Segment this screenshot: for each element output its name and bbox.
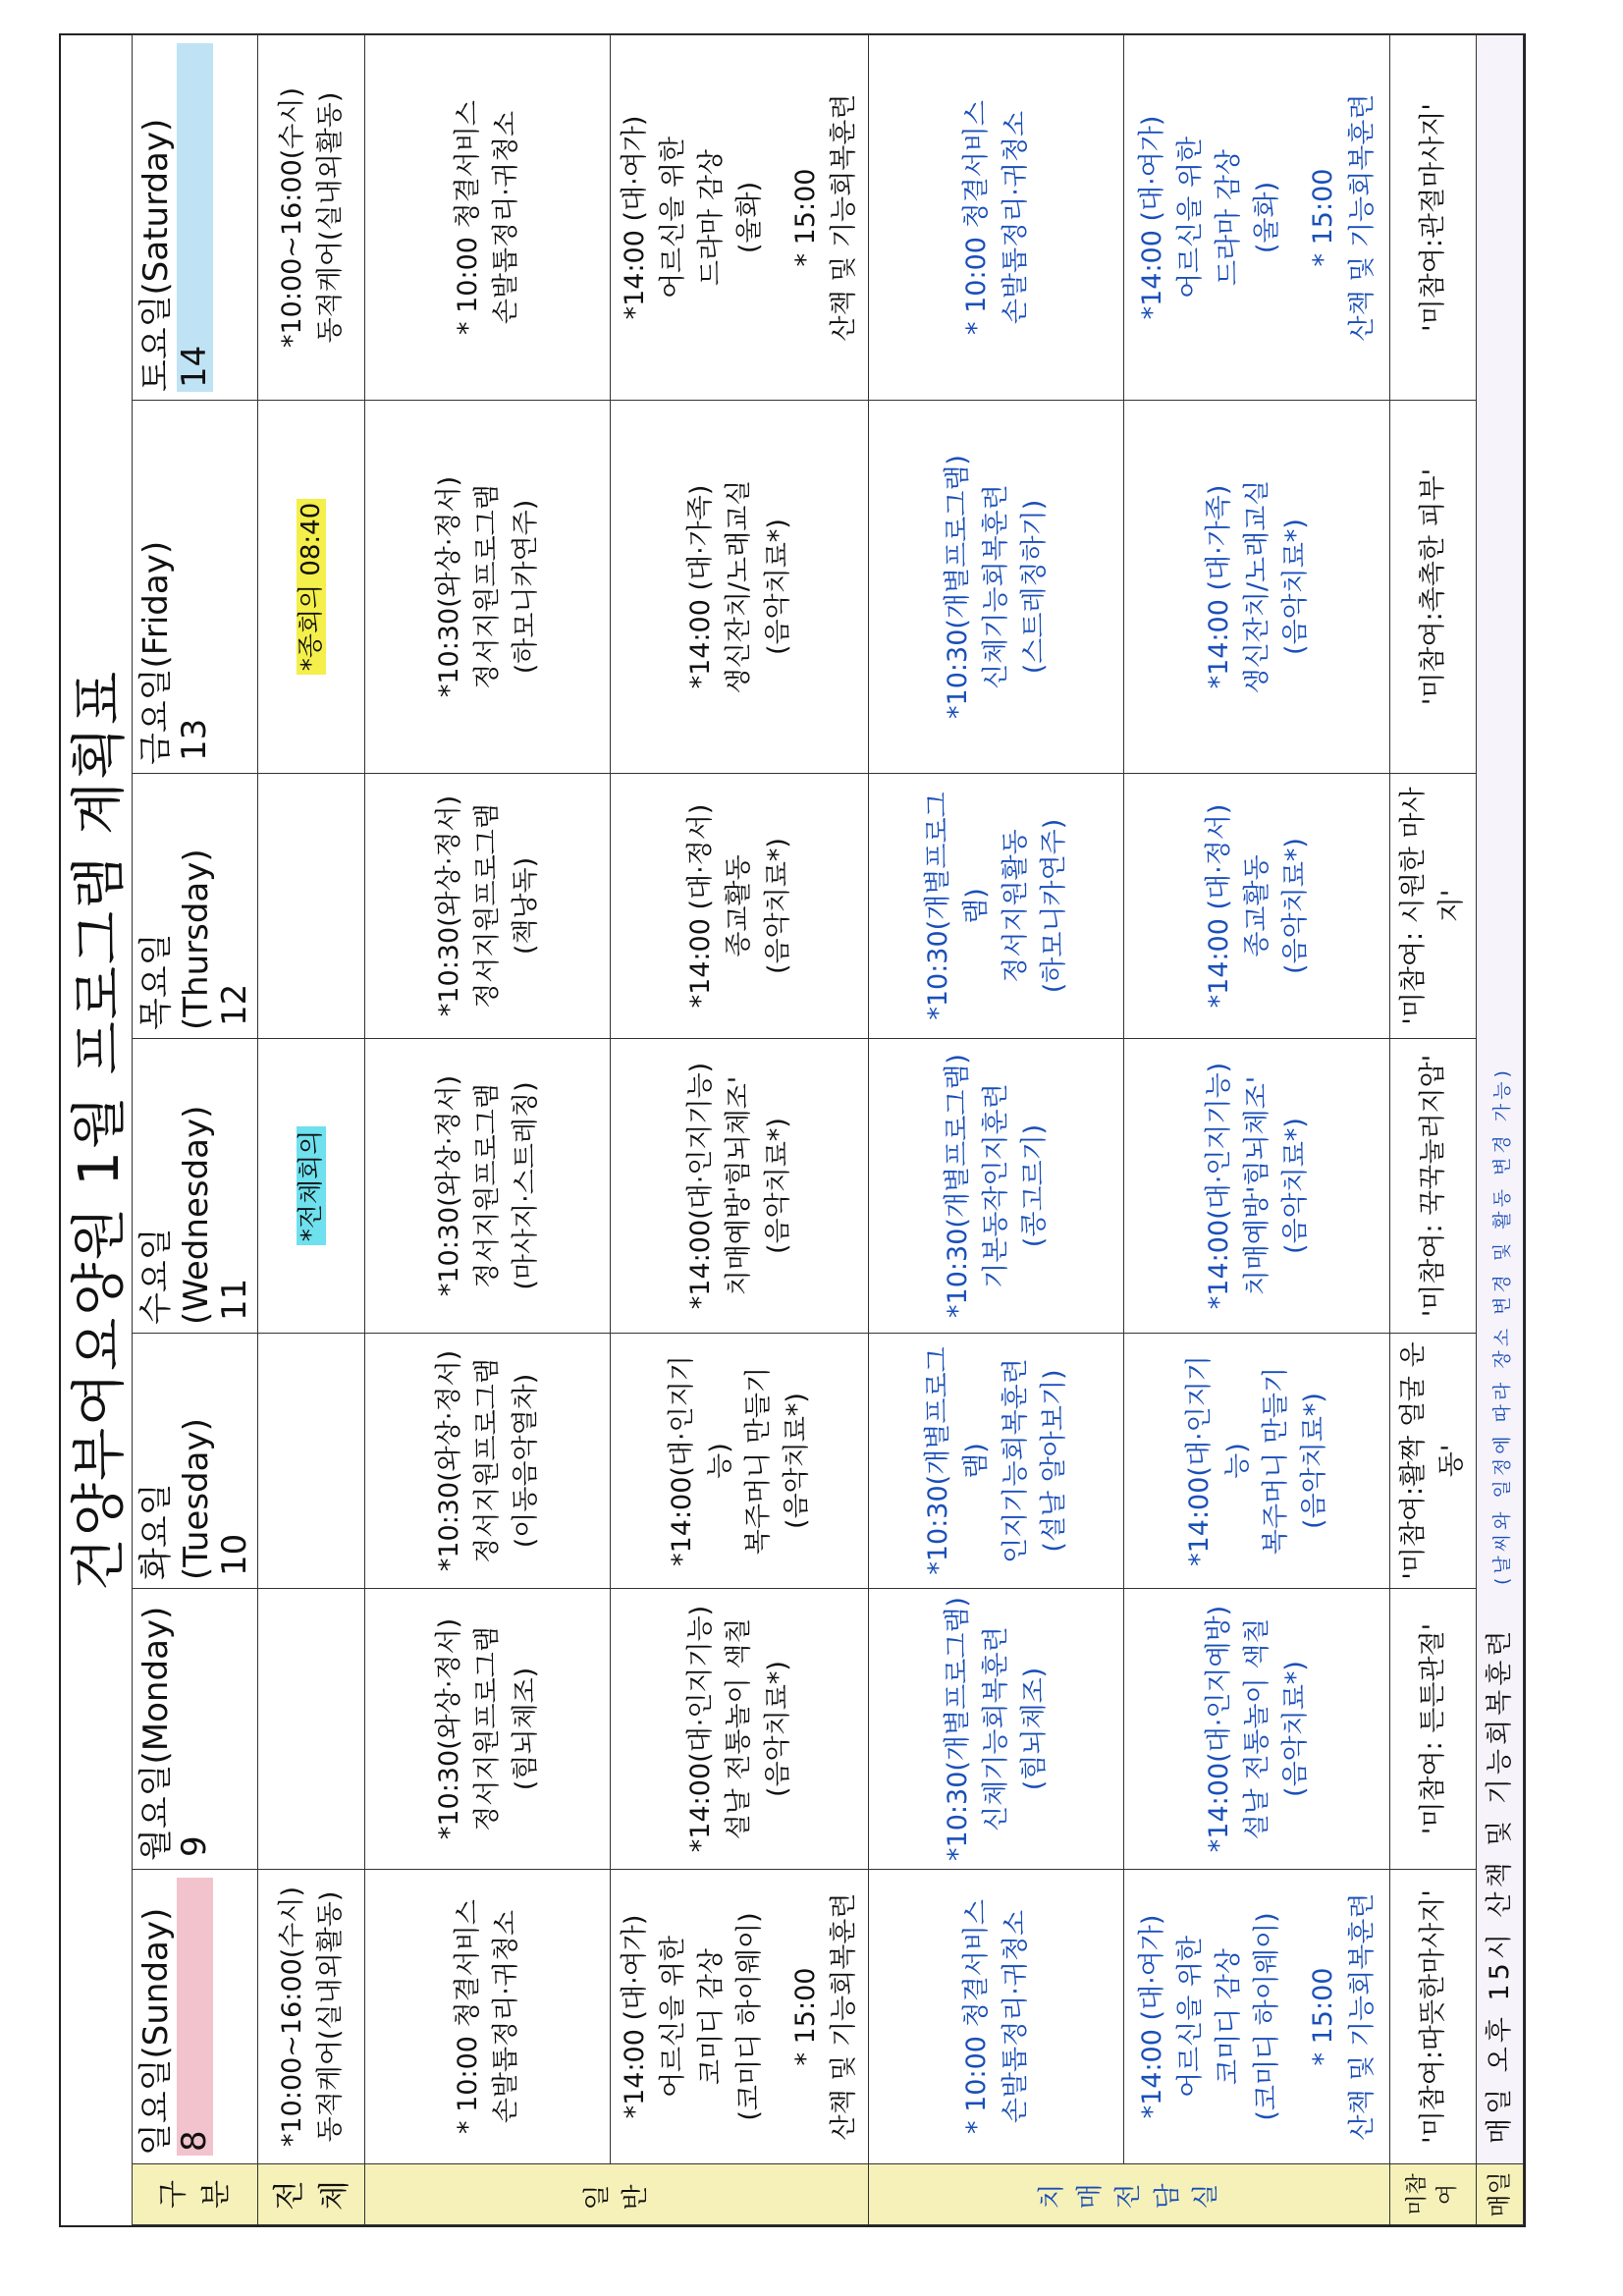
cell-line: *14:00 (대·정서) bbox=[685, 803, 717, 1009]
cell-gen-pm-tue bbox=[611, 1334, 869, 1589]
cell-gen-pm-thu bbox=[611, 774, 869, 1039]
row-label-general: 일 반 bbox=[364, 2164, 868, 2225]
cell-line: (음악치료*) bbox=[762, 1661, 793, 1797]
cell-line: 치매예방'힘뇌체조' bbox=[724, 1075, 755, 1296]
cell-line: (힘뇌체조) bbox=[1019, 1667, 1051, 1791]
all-staff-meeting: *전체회의 bbox=[297, 1126, 326, 1245]
cell-line: *10:30(개별프로그램) bbox=[923, 1346, 993, 1575]
cell-gen-pm-fri bbox=[611, 401, 869, 774]
cell-line: 복주머니 만들기 bbox=[743, 1366, 775, 1556]
cell-line: (하모니카연주) bbox=[1038, 818, 1069, 994]
cell-line: 인지기능회복훈련 bbox=[1000, 1358, 1031, 1563]
cell-dem-am-tue bbox=[868, 1334, 1124, 1589]
day-number: 11 bbox=[214, 1278, 254, 1321]
cell-dem-pm-thu bbox=[1124, 774, 1390, 1039]
cell-line: *10:30(개별프로그램) bbox=[942, 1597, 973, 1861]
cell-line: (음악치료*) bbox=[762, 1118, 793, 1254]
cell-line: 동적케어(실내외활동) bbox=[314, 91, 346, 344]
cell-line: 어르신을 위한 bbox=[657, 136, 688, 300]
cell-np-thu: '미참여: 시원한 마사지' bbox=[1390, 774, 1477, 1039]
row-label-dementia: 치 매 전 담 실 bbox=[868, 2164, 1389, 2225]
cell-gen-pm-wed bbox=[611, 1039, 869, 1334]
cell-line: 어르신을 위한 bbox=[657, 1935, 688, 2099]
cell-line: (음악치료*) bbox=[1279, 1118, 1311, 1254]
cell-line: (콩고르기) bbox=[1019, 1123, 1051, 1248]
cell-line: *14:00 (대·여가) bbox=[619, 115, 650, 320]
cell-line: 정서지원프로그램 bbox=[471, 1358, 503, 1563]
cell-line: *10:30(개별프로그램) bbox=[942, 1054, 973, 1318]
cell-line: 손발톱정리·귀청소 bbox=[1000, 110, 1031, 325]
cell-line: (설날 알아보기) bbox=[1038, 1369, 1069, 1553]
schedule-frame bbox=[59, 33, 1526, 2227]
cell-line: *10:30(와상·정서) bbox=[433, 475, 464, 698]
cell-line: 동적케어(실내외활동) bbox=[314, 1890, 346, 2143]
cell-line: (음악치료*) bbox=[1279, 519, 1311, 655]
cell-all-sun bbox=[258, 1870, 364, 2164]
cell-np-sat: '미참여:관절마사지' bbox=[1390, 35, 1477, 401]
cell-dem-am-fri bbox=[868, 401, 1124, 774]
cell-gen-pm-sun bbox=[611, 1870, 869, 2164]
cell-line: (음악치료*) bbox=[1279, 838, 1311, 974]
cell-dem-am-wed bbox=[868, 1039, 1124, 1334]
cell-np-mon: '미참여: 튼튼관절' bbox=[1390, 1589, 1477, 1870]
cell-line: *14:00 (대·가족) bbox=[1203, 484, 1234, 689]
day-name: 수요일(Wednesday) bbox=[136, 1105, 216, 1325]
category-header: 구분 bbox=[133, 2164, 258, 2225]
day-name: 목요일(Thursday) bbox=[136, 848, 216, 1030]
cell-line: 드라마 감상 bbox=[1214, 149, 1245, 286]
cell-gen-am-fri bbox=[364, 401, 611, 774]
cell-line: 신체기능회복훈련 bbox=[981, 1626, 1012, 1831]
day-name: 일요일(Sunday) bbox=[136, 1907, 176, 2156]
cell-line: 코미디 감상 bbox=[695, 1948, 727, 2085]
cell-line: (음악치료*) bbox=[1279, 1661, 1311, 1797]
cell-dem-pm-sat bbox=[1124, 35, 1390, 401]
header-row bbox=[133, 35, 258, 2225]
day-header-mon bbox=[133, 1589, 258, 1870]
cell-line: 드라마 감상 bbox=[695, 149, 727, 286]
cell-line: 정서지원프로그램 bbox=[471, 803, 503, 1009]
cell-all-thu bbox=[258, 774, 364, 1039]
day-header-wed bbox=[133, 1039, 258, 1334]
cell-gen-am-sun bbox=[364, 1870, 611, 2164]
cell-dem-am-thu bbox=[868, 774, 1124, 1039]
cell-np-tue: '미참여:활짝 얼굴 운동' bbox=[1390, 1334, 1477, 1589]
row-general-pm bbox=[611, 35, 869, 2225]
cell-line: *14:00(대·인지기능) bbox=[666, 1355, 735, 1566]
cell-line: *14:00(대·인지기능) bbox=[1184, 1355, 1254, 1566]
cell-line: *10:30(와상·정서) bbox=[433, 1617, 464, 1840]
row-daily bbox=[1476, 35, 1523, 2225]
cell-line: *14:00(대·인지기능) bbox=[685, 1062, 717, 1310]
cell-line: 산책 및 기능회복훈련 bbox=[829, 93, 860, 342]
cell-line: 생신잔치/노래교실 bbox=[1241, 479, 1272, 694]
cell-line: 설날 전통놀이 색칠 bbox=[1241, 1617, 1272, 1840]
cell-line: * 10:00 청결서비스 bbox=[961, 1899, 993, 2134]
day-number: 8 bbox=[177, 1878, 213, 2156]
cell-line: *14:00 (대·여가) bbox=[1136, 1914, 1167, 2119]
cell-dem-am-mon bbox=[868, 1589, 1124, 1870]
day-header-sat bbox=[133, 35, 258, 401]
cell-np-fri: '미참여:촉촉한 피부' bbox=[1390, 401, 1477, 774]
cell-dem-am-sun bbox=[868, 1870, 1124, 2164]
cell-gen-am-sat bbox=[364, 35, 611, 401]
cell-line: 산책 및 기능회복훈련 bbox=[1346, 1892, 1378, 2141]
morning-meeting: *종회의 08:40 bbox=[297, 499, 326, 676]
cell-line: 종교활동 bbox=[724, 854, 755, 957]
day-name: 월요일(Monday) bbox=[136, 1606, 176, 1861]
cell-gen-pm-mon bbox=[611, 1589, 869, 1870]
cell-all-wed bbox=[258, 1039, 364, 1334]
cell-line: *14:00(대·인지예방) bbox=[1203, 1605, 1234, 1853]
cell-line: 설날 전통놀이 색칠 bbox=[724, 1617, 755, 1840]
cell-line: *14:00 (대·정서) bbox=[1203, 803, 1234, 1009]
cell-line: (음악치료*) bbox=[1299, 1393, 1330, 1529]
cell-line: (음악치료*) bbox=[762, 519, 793, 655]
row-dementia-pm bbox=[1124, 35, 1390, 2225]
cell-line: *14:00 (대·여가) bbox=[619, 1914, 650, 2119]
daily-note-cell bbox=[1476, 35, 1523, 2164]
cell-line: (코미디 하이웨이) bbox=[734, 1912, 766, 2121]
cell-line: * 15:00 bbox=[1308, 168, 1339, 267]
cell-gen-am-tue bbox=[364, 1334, 611, 1589]
daily-text: 매일 오후 15시 산책 및 기능회복훈련 bbox=[1484, 1626, 1515, 2144]
cell-line: 정서지원프로그램 bbox=[471, 1626, 503, 1831]
cell-line: * 10:00 청결서비스 bbox=[453, 100, 484, 335]
day-name: 토요일(Saturday) bbox=[136, 118, 176, 392]
row-dementia-am bbox=[868, 35, 1124, 2225]
cell-all-mon bbox=[258, 1589, 364, 1870]
cell-line: 손발톱정리·귀청소 bbox=[491, 1909, 522, 2124]
day-number: 14 bbox=[177, 43, 213, 392]
cell-line: (코미디 하이웨이) bbox=[1252, 1912, 1283, 2121]
cell-line: (울화) bbox=[1252, 181, 1283, 254]
day-number: 10 bbox=[214, 1533, 254, 1576]
cell-all-sat bbox=[258, 35, 364, 401]
row-label-nonparticipant: 미참여 bbox=[1390, 2164, 1477, 2225]
cell-all-tue bbox=[258, 1334, 364, 1589]
day-header-tue bbox=[133, 1334, 258, 1589]
cell-gen-am-wed bbox=[364, 1039, 611, 1334]
cell-line: 정서지원활동 bbox=[1000, 829, 1031, 983]
cell-dem-pm-fri bbox=[1124, 401, 1390, 774]
row-label-daily: 매일 bbox=[1476, 2164, 1523, 2225]
cell-line: 신체기능회복훈련 bbox=[981, 484, 1012, 689]
cell-line: 생신잔치/노래교실 bbox=[724, 479, 755, 694]
cell-line: *14:00(대·인지기능) bbox=[1203, 1062, 1234, 1310]
cell-line: 복주머니 만들기 bbox=[1261, 1366, 1292, 1556]
cell-line: *14:00(대·인지기능) bbox=[685, 1605, 717, 1853]
cell-line: 종교활동 bbox=[1241, 854, 1272, 957]
cell-line: * 15:00 bbox=[790, 1967, 822, 2066]
day-number: 12 bbox=[214, 983, 254, 1026]
cell-line: (스트레칭하기) bbox=[1019, 499, 1051, 675]
cell-all-fri bbox=[258, 401, 364, 774]
cell-line: *10:30(개별프로그램) bbox=[942, 455, 973, 719]
cell-line: * 15:00 bbox=[790, 168, 822, 267]
cell-line: 손발톱정리·귀청소 bbox=[1000, 1909, 1031, 2124]
cell-line: 산책 및 기능회복훈련 bbox=[1346, 93, 1378, 342]
cell-line: 정서지원프로그램 bbox=[471, 1083, 503, 1288]
cell-line: * 15:00 bbox=[1308, 1967, 1339, 2066]
cell-line: (울화) bbox=[734, 181, 766, 254]
cell-line: 산책 및 기능회복훈련 bbox=[829, 1892, 860, 2141]
row-all bbox=[258, 35, 364, 2225]
cell-line: 치매예방'힘뇌체조' bbox=[1241, 1075, 1272, 1296]
day-name: 금요일(Friday) bbox=[136, 540, 176, 765]
day-header-fri bbox=[133, 401, 258, 774]
cell-line: *10:00~16:00(수시) bbox=[276, 87, 307, 348]
schedule-table bbox=[132, 34, 1524, 2225]
cell-line: 기본동작인지훈련 bbox=[981, 1083, 1012, 1288]
row-nonparticipant bbox=[1390, 35, 1477, 2225]
cell-line: *10:30(와상·정서) bbox=[433, 1349, 464, 1572]
row-label-all: 전체 bbox=[258, 2164, 364, 2225]
cell-line: *10:30(와상·정서) bbox=[433, 794, 464, 1017]
daily-note: (날씨와 일정에 따라 장소 변경 및 활동 변경 가능) bbox=[1490, 1066, 1513, 1585]
day-header-thu bbox=[133, 774, 258, 1039]
day-name: 화요일(Tuesday) bbox=[136, 1418, 216, 1580]
cell-line: (책낭독) bbox=[510, 856, 541, 956]
cell-line: *14:00 (대·여가) bbox=[1136, 115, 1167, 320]
cell-line: 정서지원프로그램 bbox=[471, 484, 503, 689]
cell-line: 어르신을 위한 bbox=[1175, 136, 1207, 300]
page-title: 건양부여요양원 1월 프로그램 계획표 bbox=[68, 669, 132, 1592]
cell-line: 코미디 감상 bbox=[1214, 1948, 1245, 2085]
cell-line: * 10:00 청결서비스 bbox=[961, 100, 993, 335]
cell-dem-pm-mon bbox=[1124, 1589, 1390, 1870]
cell-line: (하모니카연주) bbox=[510, 499, 541, 675]
cell-line: 손발톱정리·귀청소 bbox=[491, 110, 522, 325]
cell-dem-am-sat bbox=[868, 35, 1124, 401]
cell-line: *10:30(와상·정서) bbox=[433, 1074, 464, 1297]
row-general-am bbox=[364, 35, 611, 2225]
day-number: 9 bbox=[174, 1835, 214, 1857]
cell-dem-pm-wed bbox=[1124, 1039, 1390, 1334]
cell-gen-am-thu bbox=[364, 774, 611, 1039]
cell-line: *10:30(개별프로그램) bbox=[923, 792, 993, 1020]
cell-line: (이동음악열차) bbox=[510, 1373, 541, 1549]
cell-line: (힘뇌체조) bbox=[510, 1667, 541, 1791]
cell-dem-pm-tue bbox=[1124, 1334, 1390, 1589]
cell-line: (음악치료*) bbox=[762, 838, 793, 974]
cell-np-sun: '미참여:따뜻한마사지' bbox=[1390, 1870, 1477, 2164]
day-header-sun bbox=[133, 1870, 258, 2164]
cell-line: (마사지·스트레칭) bbox=[510, 1081, 541, 1290]
cell-line: *14:00 (대·가족) bbox=[685, 484, 717, 689]
cell-dem-pm-sun bbox=[1124, 1870, 1390, 2164]
cell-line: (음악치료*) bbox=[782, 1393, 813, 1529]
cell-np-wed: '미참여: 꾹꾹눌러지압' bbox=[1390, 1039, 1477, 1334]
cell-line: 어르신을 위한 bbox=[1175, 1935, 1207, 2099]
cell-gen-am-mon bbox=[364, 1589, 611, 1870]
day-number: 13 bbox=[174, 718, 214, 761]
cell-line: *10:00~16:00(수시) bbox=[276, 1886, 307, 2147]
cell-gen-pm-sat bbox=[611, 35, 869, 401]
cell-line: * 10:00 청결서비스 bbox=[453, 1899, 484, 2134]
